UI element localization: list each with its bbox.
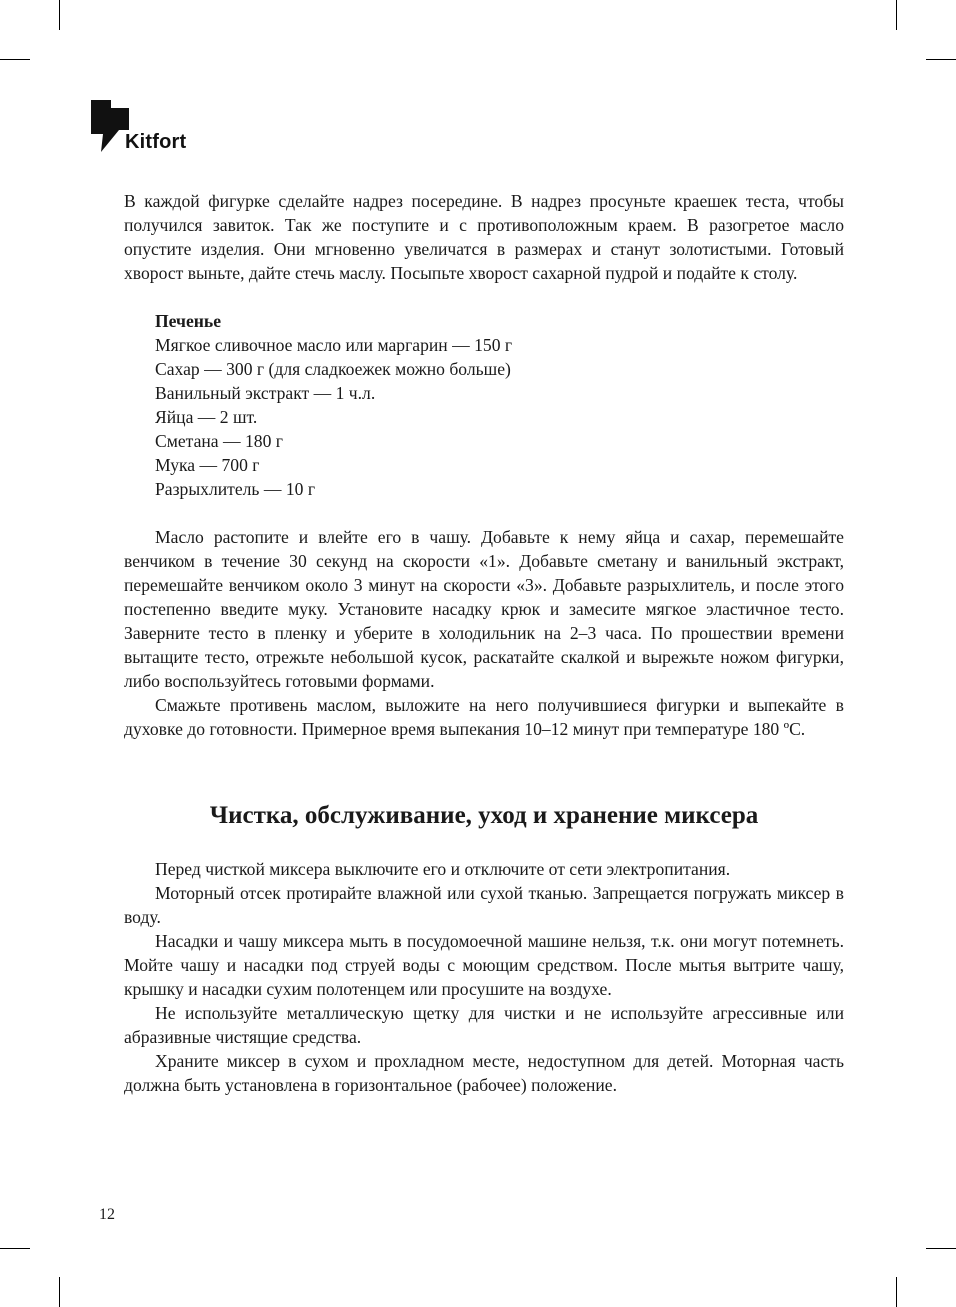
section-paragraph: Храните миксер в сухом и прохладном месте, недоступном для детей. Моторная часть должна быть установлена в горизонтальное (рабочее) положение. — [124, 1051, 844, 1095]
section-paragraph: Не используйте металлическую щетку для чистки и не используйте агрессивные или абразивные чистящие средства. — [124, 1003, 844, 1047]
crop-mark — [926, 59, 956, 60]
intro-paragraph: В каждой фигурке сделайте надрез посередине. В надрез просуньте краешек теста, чтобы получился завиток. Так же поступите и с противоположным краем. В разогретое масло опустите изделия. Они мгновенно увеличатся в размерах и станут золотистыми. Готовый хворост выньте, дайте стечь маслу. Посыпьте хворост сахарной пудрой и подайте к столу. — [124, 191, 844, 283]
crop-mark — [896, 1277, 897, 1307]
instruction-paragraph: Масло растопите и влейте его в чашу. Добавьте к нему яйца и сахар, перемешайте венчиком в течение 30 секунд на скорости «1». Добавьте сметану и ванильный экстракт, перемешайте венчиком около 3 минут на скорости «3». Добавьте разрыхлитель, и после этого постепенно введите муку. Установите насадку крюк и замесите мягкое эластичное тесто. Заверните тесто в пленку и уберите в холодильник на 2–3 часа. По прошествии времени вытащите тесто, отрежьте небольшой кусок, раскатайте скалкой и вырежьте ножом фигурки, либо воспользуйтесь готовыми формами. — [124, 527, 844, 691]
crop-mark — [926, 1248, 956, 1249]
brand-name: Kitfort — [125, 131, 187, 153]
page-content — [124, 189, 844, 1097]
kitfort-logo-icon — [91, 100, 129, 154]
crop-mark — [59, 0, 60, 30]
ingredient-item: Яйца — 2 шт. — [155, 407, 258, 427]
recipe-title: Печенье — [155, 311, 222, 331]
instruction-paragraph: Смажьте противень маслом, выложите на него получившиеся фигурки и выпекайте в духовке до готовности. Примерное время выпекания 10–12 минут при температуре 180 ºС. — [124, 695, 844, 739]
ingredient-item: Сахар — 300 г (для сладкоежек можно больше) — [155, 359, 511, 379]
section-title: Чистка, обслуживание, уход и хранение миксера — [209, 802, 759, 829]
ingredient-item: Ванильный экстракт — 1 ч.л. — [155, 383, 376, 403]
ingredient-item: Сметана — 180 г — [155, 431, 284, 451]
section-paragraph: Насадки и чашу миксера мыть в посудомоечной машине нельзя, т.к. они могут потемнеть. Мойте чашу и насадки под струей воды с моющим средством. После мытья вытрите чашу, крышку и насадки сухим полотенцем или просушите на воздухе. — [124, 931, 844, 999]
recipe-block — [155, 309, 844, 501]
ingredient-item: Разрыхлитель — 10 г — [155, 479, 316, 499]
crop-mark — [59, 1277, 60, 1307]
section-paragraph: Перед чисткой миксера выключите его и отключите от сети электропитания. — [155, 859, 731, 879]
section-paragraph: Моторный отсек протирайте влажной или сухой тканью. Запрещается погружать миксер в воду. — [124, 883, 844, 927]
page-number: 12 — [99, 1206, 115, 1223]
ingredient-item: Мука — 700 г — [155, 455, 260, 475]
crop-mark — [0, 59, 30, 60]
ingredient-item: Мягкое сливочное масло или маргарин — 150 г — [155, 335, 513, 355]
crop-mark — [0, 1248, 30, 1249]
crop-mark — [896, 0, 897, 30]
